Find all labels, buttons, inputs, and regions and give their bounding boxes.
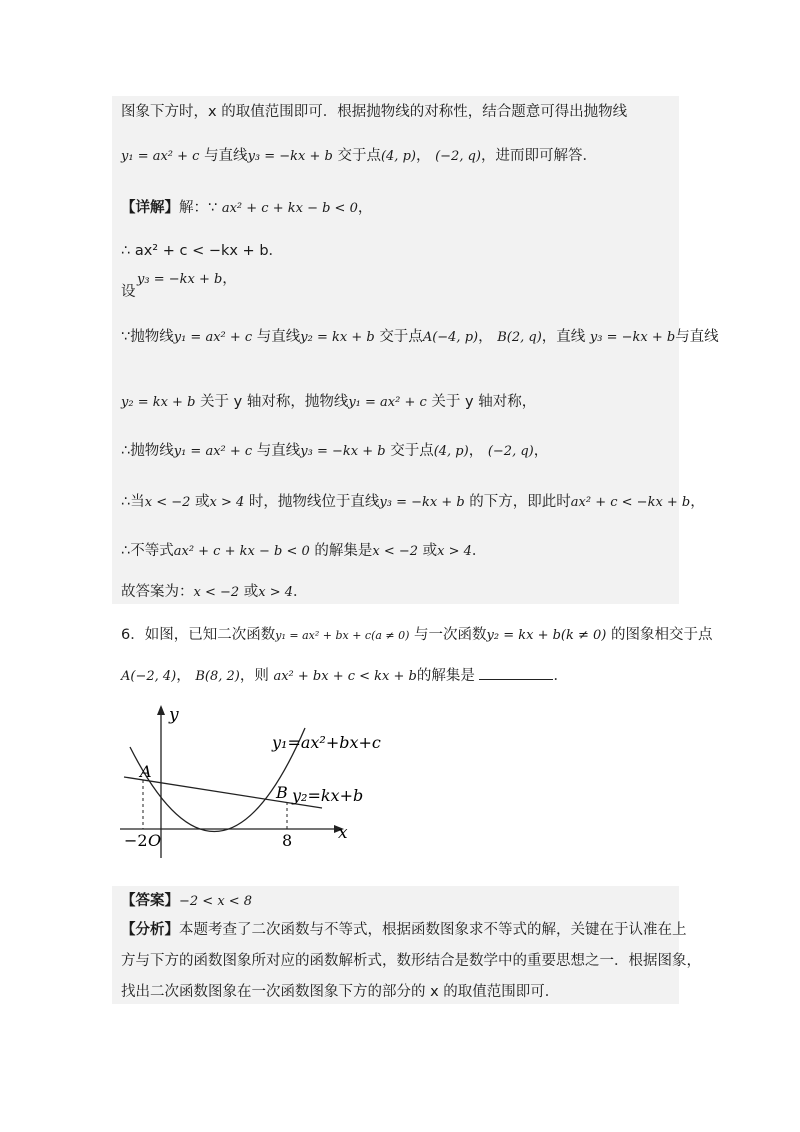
question-line-1: 6．如图，已知二次函数y₁ = ax² + bx + c(a ≠ 0) 与一次函数y₂ = kx + b(k ≠ 0) 的图象相交于点 [121,627,713,643]
detail-line: 【详解】解：∵ ax² + c + kx − b < 0， [121,200,373,216]
solution-line-9: ∴抛物线y₁ = ax² + c 与直线y₃ = −kx + b 交于点(4, p)， (−2, q)， [121,443,549,459]
x-axis-label: x [338,823,348,843]
origin-label: O [148,831,162,850]
solution-shade [112,96,679,604]
y-axis-arrow [157,705,165,715]
solution-line-10: ∴当x < −2 或x > 4 时，抛物线位于直线y₃ = −kx + b 的下方，即此时ax² + c < −kx + b， [121,494,705,510]
tick-8-label: 8 [282,831,293,850]
point-a-label: A [140,762,152,781]
solution-line-2: y₁ = ax² + c 与直线y₃ = −kx + b 交于点(4, p)， (−2, q)，进而即可解答． [121,148,597,164]
answer-line: 【答案】−2 < x < 8 [121,893,253,909]
solution-line-4: ∴ ax² + c < −kx + b． [121,243,284,259]
solution-line-6: 设 [121,284,136,300]
solution-line-8: y₂ = kx + b 关于 y 轴对称，抛物线y₁ = ax² + c 关于 y 轴对称， [121,394,537,410]
y2-label: y₂=kx+b [292,786,364,805]
analysis-line-2: 方与下方的函数图象所对应的函数解析式，数形结合是数学中的重要思想之一．根据图象， [121,953,701,969]
final-answer-line: 故答案为：x < −2 或x > 4． [121,584,308,600]
analysis-line-3: 找出二次函数图象在一次函数图象下方的部分的 x 的取值范围即可． [121,984,560,1000]
tick-neg2-label: −2 [124,831,148,850]
solution-line-11: ∴不等式ax² + c + kx − b < 0 的解集是x < −2 或x > 4． [121,543,487,559]
point-b-label: B [276,783,288,802]
answer-blank [479,665,553,680]
solution-line-1: 图象下方时，x 的取值范围即可．根据抛物线的对称性，结合题意可得出抛物线 [121,104,628,120]
function-graph [112,700,381,860]
y-axis-label: y [169,705,179,725]
analysis-line-1: 【分析】本题考查了二次函数与不等式，根据函数图象求不等式的解，关键在于认准在上 [121,922,687,938]
y1-label: y₁=ax²+bx+c [272,733,381,752]
solution-line-5: y₃ = −kx + b， [137,271,237,287]
solution-line-7: ∵抛物线y₁ = ax² + c 与直线y₂ = kx + b 交于点A(−4, p)， B(2, q)，直线 y₃ = −kx + b与直线 [121,329,719,345]
question-line-2: A(−2, 4)， B(8, 2)，则 ax² + bx + c < kx + b的解集是 ． [121,665,568,687]
